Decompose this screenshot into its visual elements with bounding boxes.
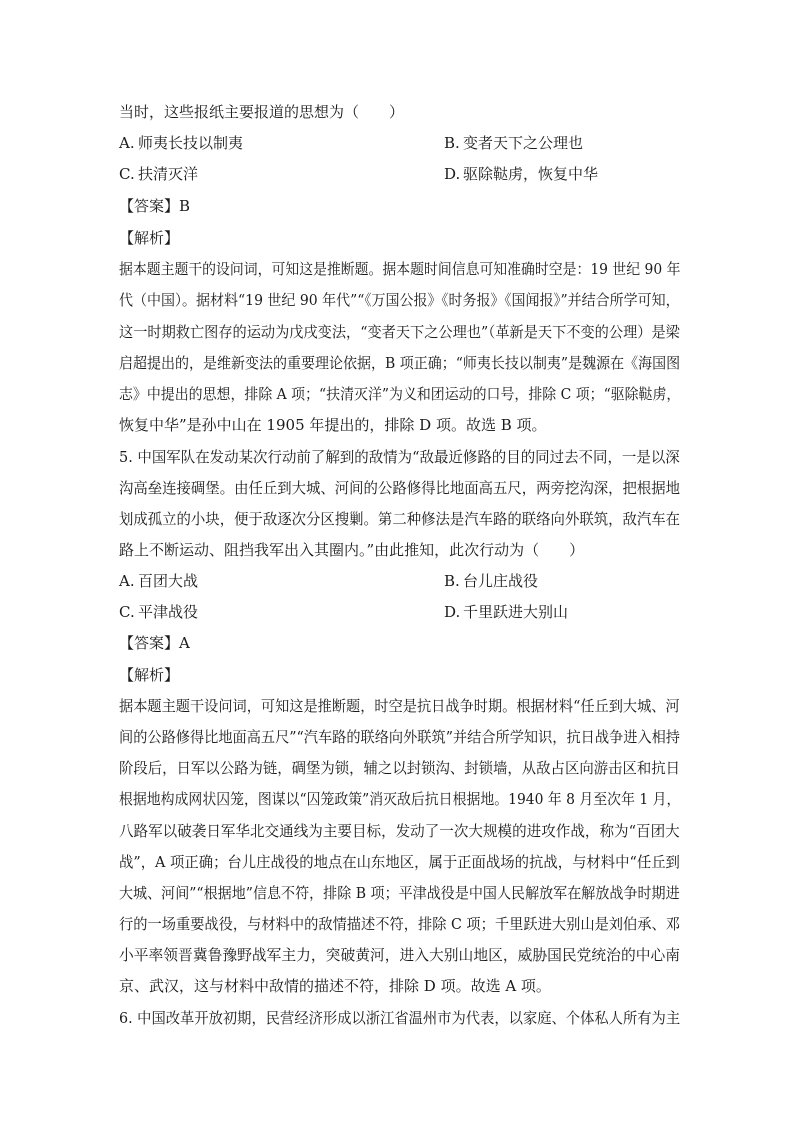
option-letter: B.: [444, 572, 460, 590]
q4-option-c[interactable]: [119, 164, 198, 184]
q4-answer: 【答案】B: [119, 197, 191, 215]
option-text: 变者天下之公理也: [463, 134, 584, 152]
option-letter: D.: [444, 603, 461, 621]
q5-analysis-line: 根据地构成网状囚笼，图谋以“囚笼政策”消灭敌后抗日根据地。1940 年 8 月至次年 1 月，: [119, 790, 681, 808]
q5-analysis-line: 京、武汉，这与材料中敌情的描述不符，排除 D 项。故选 A 项。: [119, 977, 551, 995]
q5-stem-line: 路上不断运动、阻挡我军出入其圈内。”由此推知，此次行动为（ ）: [119, 541, 585, 559]
q4-analysis-line: 恢复中华”是孙中山在 1905 年提出的，排除 D 项。故选 B 项。: [119, 416, 547, 434]
q4-analysis-line: 启超提出的，是维新变法的重要理论依据，B 项正确；“师夷长技以制夷”是魏源在《海国图: [119, 354, 681, 372]
option-text: 驱除鞑虏，恢复中华: [463, 165, 599, 183]
option-letter: C.: [119, 165, 135, 183]
q5-analysis-line: 战”，A 项正确；台儿庄战役的地点在山东地区，属于正面战场的抗战，与材料中“任丘到: [119, 853, 680, 871]
q4-analysis-title: 【解析】: [119, 229, 180, 247]
q5-analysis-line: 阶段后，日军以公路为链，碉堡为锁，辅之以封锁沟、封锁墙，从敌占区向游击区和抗日: [119, 759, 681, 777]
q5-option-c[interactable]: [119, 602, 198, 622]
q5-analysis-line: 小平率领晋冀鲁豫野战军主力，突破黄河，进入大别山地区，威胁国民党统治的中心南: [119, 946, 681, 964]
option-text: 师夷长技以制夷: [138, 134, 244, 152]
q4-option-a[interactable]: [119, 133, 243, 153]
q5-analysis-line: 大城、河间”“根据地”信息不符，排除 B 项；平津战役是中国人民解放军在解放战争时期进: [119, 884, 680, 902]
option-letter: B.: [444, 134, 460, 152]
option-text: 平津战役: [138, 603, 199, 621]
q6-stem-line: 6. 中国改革开放初期，民营经济形成以浙江省温州市为代表，以家庭、个体私人所有为主: [119, 1009, 681, 1027]
q4-analysis-line: 这一时期救亡图存的运动为戊戌变法，“变者天下之公理也”（革新是天下不变的公理）是梁: [119, 323, 680, 341]
q5-analysis-line: 间的公路修得比地面高五尺”“汽车路的联络向外联筑”并结合所学知识，抗日战争进入相持: [119, 728, 680, 746]
q5-option-a[interactable]: [119, 571, 198, 591]
q5-stem-line: 划成孤立的小块，便于敌逐次分区搜剿。第二种修法是汽车路的联络向外联筑，敌汽车在: [119, 510, 681, 528]
q5-option-d[interactable]: [444, 602, 568, 622]
q4-stem-tail: 当时，这些报纸主要报道的思想为（ ）: [119, 103, 405, 121]
option-text: 百团大战: [138, 572, 199, 590]
option-text: 扶清灭洋: [138, 165, 199, 183]
option-text: 千里跃进大别山: [463, 603, 569, 621]
q4-option-b[interactable]: [444, 133, 583, 153]
q5-analysis-line: 据本题主题干设问词，可知这是推断题，时空是抗日战争时期。根据材料“任丘到大城、河: [119, 697, 680, 715]
option-letter: A.: [119, 572, 135, 590]
q5-answer: 【答案】A: [119, 634, 190, 652]
q4-option-d[interactable]: [444, 164, 598, 184]
option-letter: D.: [444, 165, 461, 183]
q4-analysis-line: 志》中提出的思想，排除 A 项；“扶清灭洋”为义和团运动的口号，排除 C 项；“驱除鞑虏，: [119, 385, 681, 403]
option-letter: C.: [119, 603, 135, 621]
q5-analysis-line: 八路军以破袭日军华北交通线为主要目标，发动了一次大规模的进攻作战，称为“百团大: [119, 822, 680, 840]
q5-analysis-title: 【解析】: [119, 666, 180, 684]
option-letter: A.: [119, 134, 135, 152]
option-text: 台儿庄战役: [463, 572, 539, 590]
q4-analysis-line: 据本题主题干的设问词，可知这是推断题。据本题时间信息可知准确时空是：19 世纪 90 年: [119, 260, 681, 278]
q5-stem-line: 5. 中国军队在发动某次行动前了解到的敌情为“敌最近修路的目的同过去不同，一是以深: [119, 448, 680, 466]
q5-analysis-line: 行的一场重要战役，与材料中的敌情描述不符，排除 C 项；千里跃进大别山是刘伯承、邓: [119, 915, 681, 933]
q5-stem-line: 沟高垒连接碉堡。由任丘到大城、河间的公路修得比地面高五尺，两旁挖沟深，把根据地: [119, 479, 681, 497]
q4-analysis-line: 代（中国）。据材料“19 世纪 90 年代”“《万国公报》《时务报》《国闻报》”并结合所学可知，: [119, 291, 680, 309]
q5-option-b[interactable]: [444, 571, 538, 591]
